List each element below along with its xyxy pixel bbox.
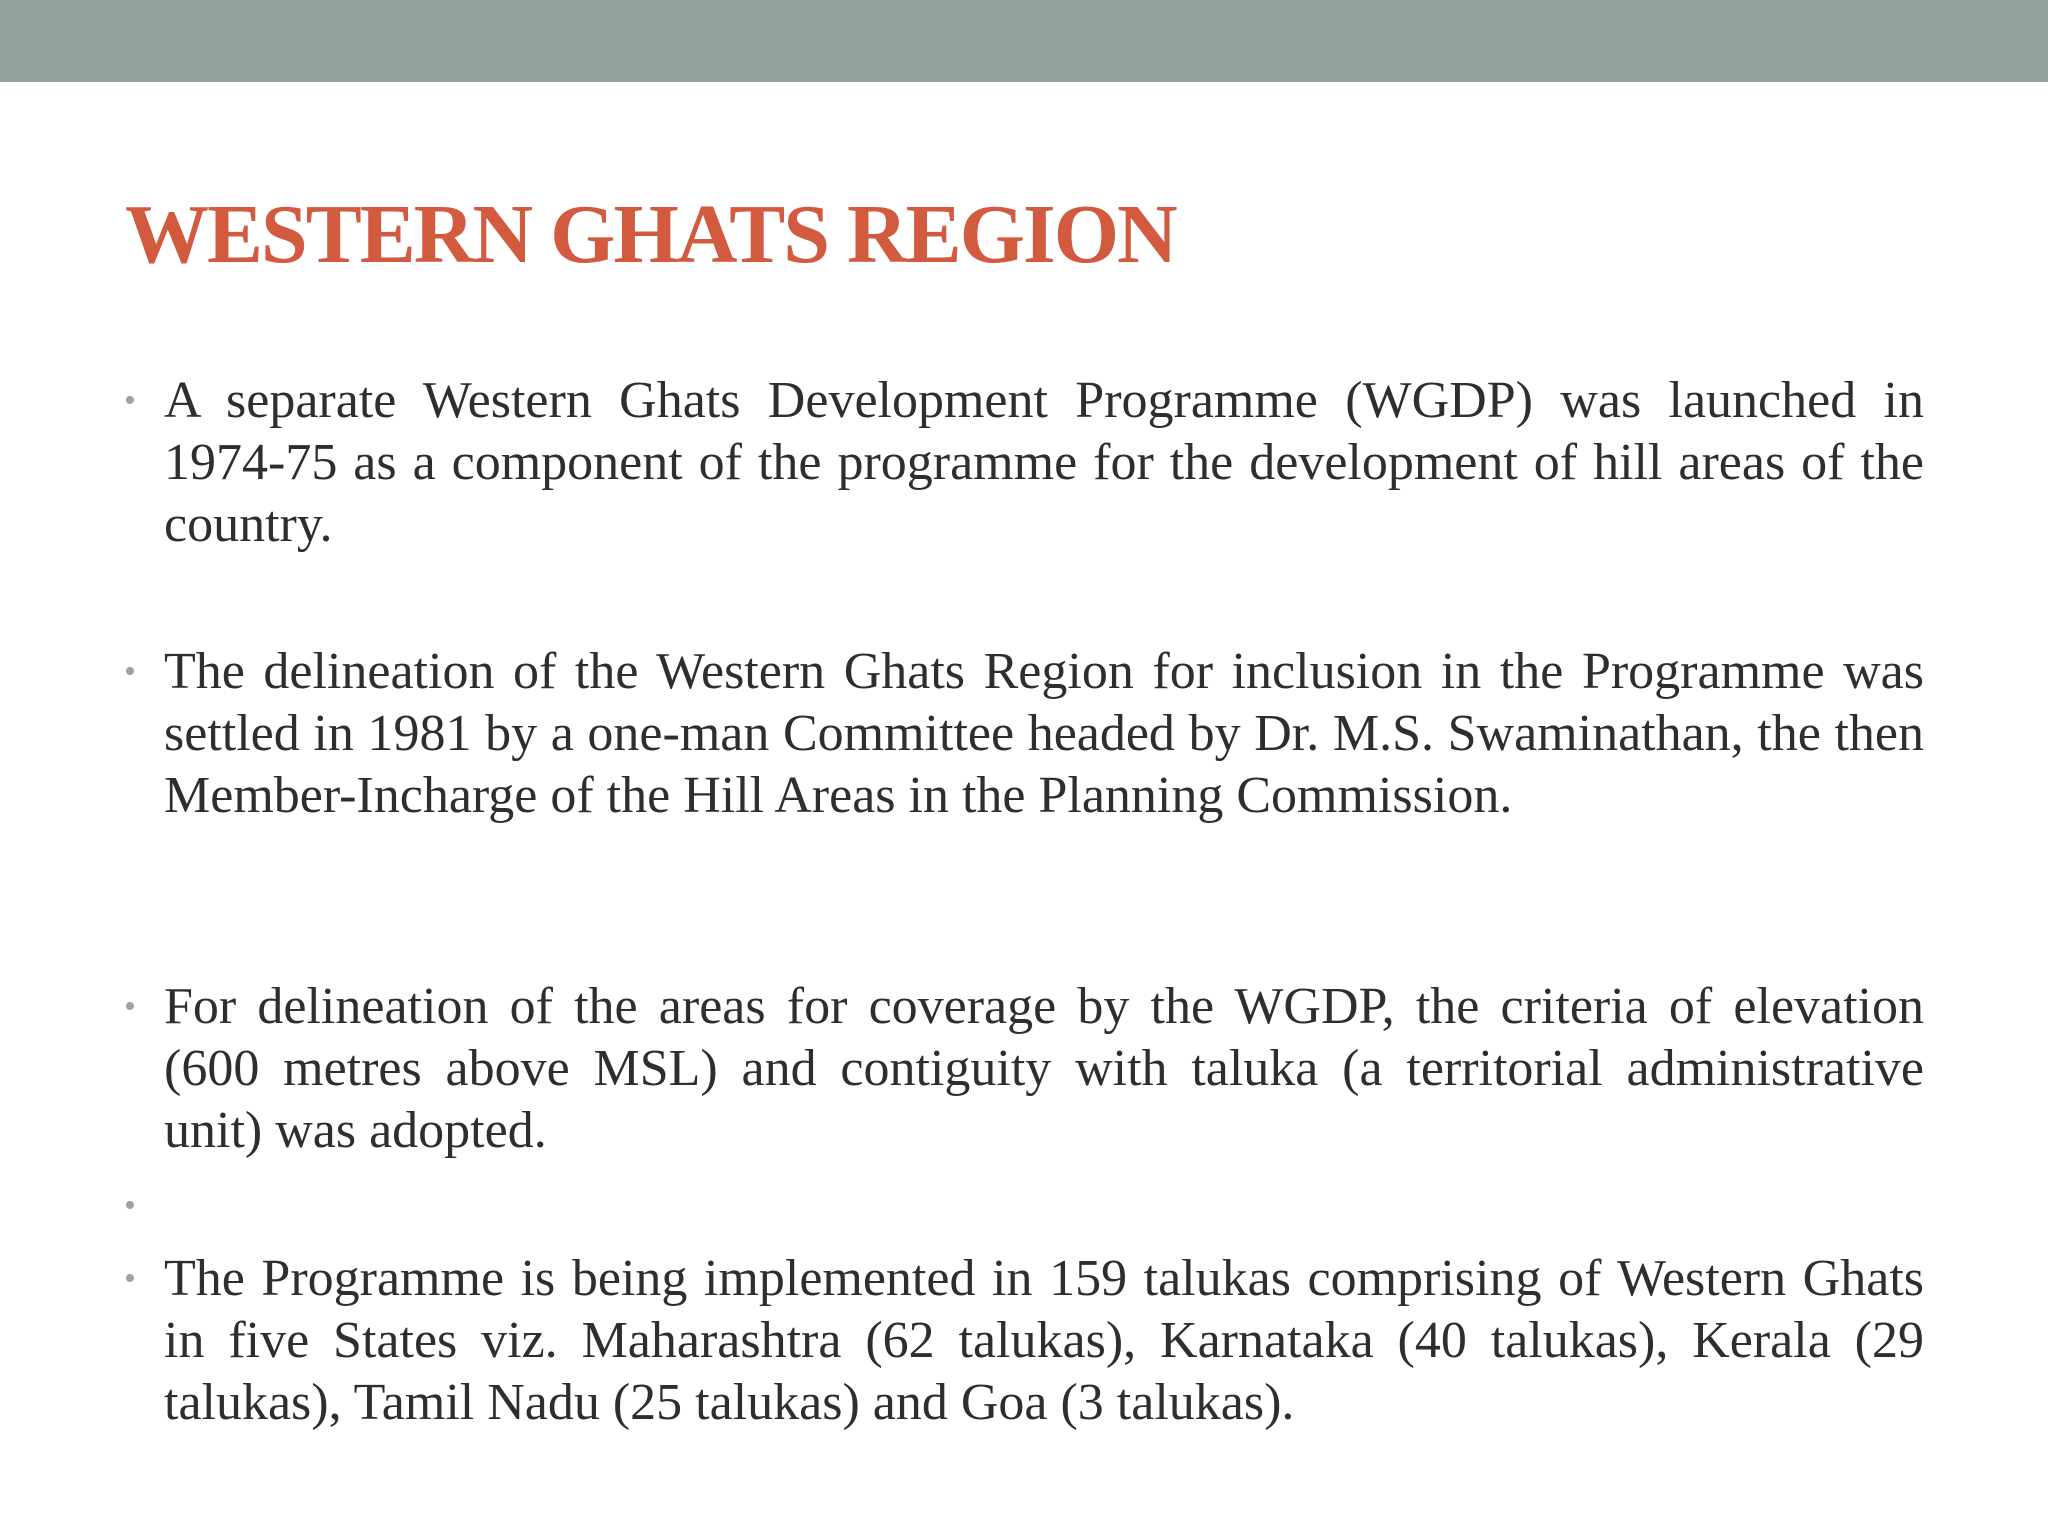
bullet-text: A separate Western Ghats Development Programme (WGDP) was launched in 1974-75 as a component of the programme for the development of hill areas of the country. [164, 372, 1924, 553]
bullet-dot-icon: • [124, 1187, 136, 1224]
slide-title: WESTERN GHATS REGION [125, 188, 1176, 281]
bullet-dot-icon: • [124, 653, 136, 690]
bullet-text: The Programme is being implemented in 159 talukas comprising of Western Ghats in five States viz. Maharashtra (62 talukas), Karnataka (40 talukas), Kerala (29 talukas), Tamil Nadu (25 talukas) and Goa (3 talukas). [164, 1250, 1924, 1431]
bullet-item [124, 976, 1924, 1162]
bullet-item [124, 370, 1924, 556]
bullet-text: The delineation of the Western Ghats Region for inclusion in the Programme was settled in 1981 by a one-man Committee headed by Dr. M.S. Swaminathan, the then Member-Incharge of the Hill Areas in the Planning Commission. [164, 643, 1924, 824]
bullet-text: For delineation of the areas for coverage by the WGDP, the criteria of elevation (600 metres above MSL) and contiguity with taluka (a territorial administrative unit) was adopted. [164, 978, 1924, 1159]
bullet-dot-icon: • [124, 988, 136, 1025]
bullet-item [124, 641, 1924, 827]
bullet-dot-icon: • [124, 1260, 136, 1297]
bullet-dot-icon: • [124, 382, 136, 419]
bullet-item [124, 1248, 1924, 1434]
